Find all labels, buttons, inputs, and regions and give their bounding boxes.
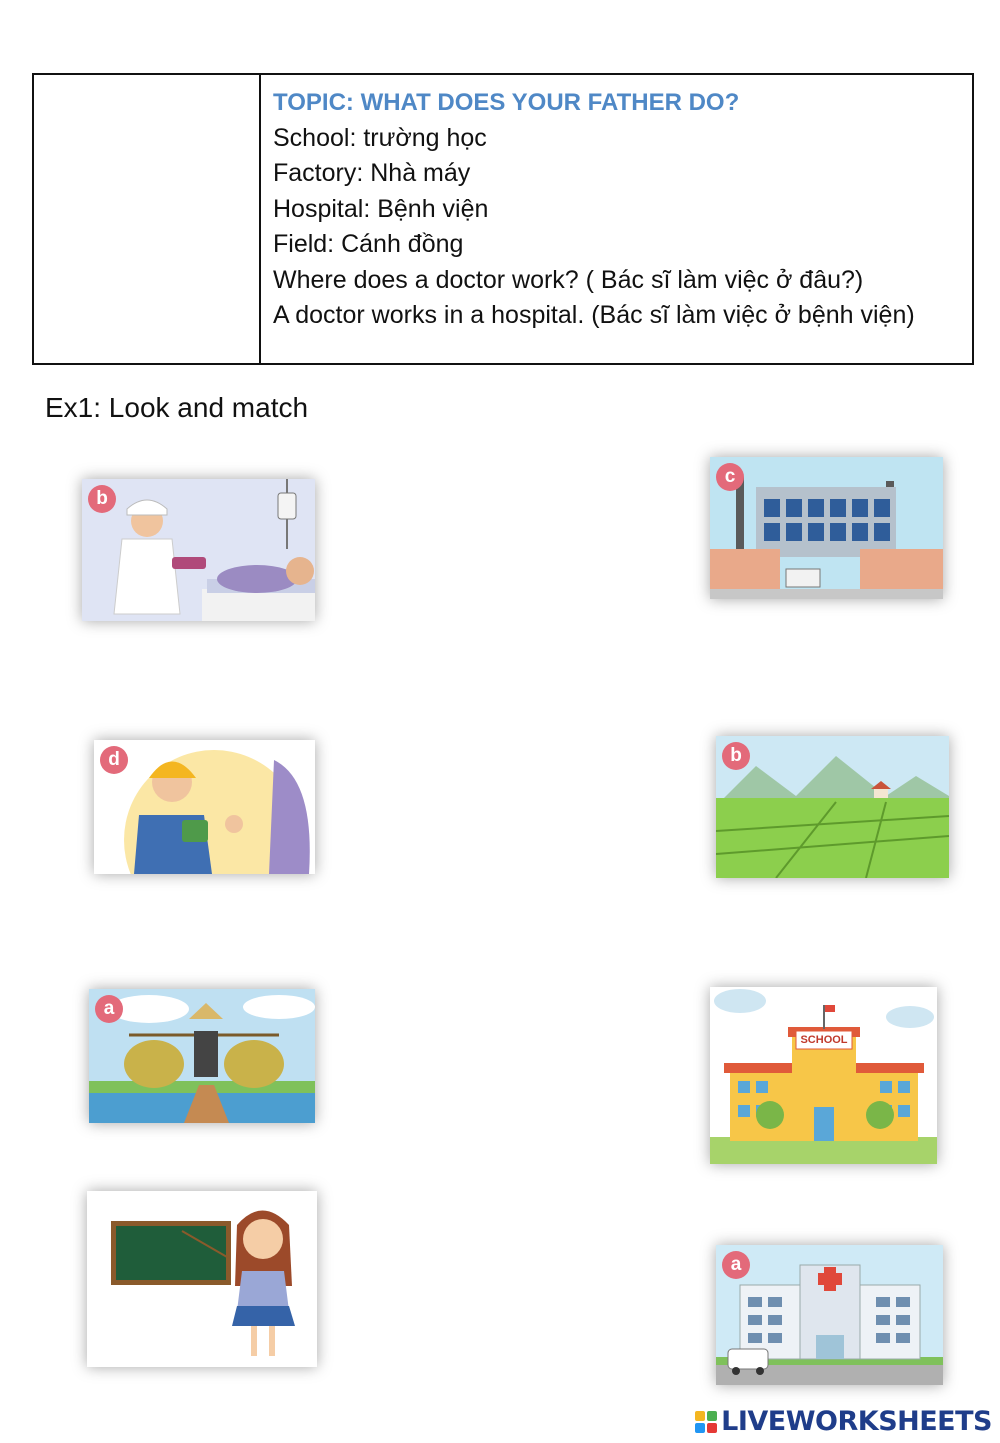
field-image[interactable]	[716, 736, 949, 878]
exercise-title: Ex1: Look and match	[45, 392, 309, 423]
topic-title: TOPIC: WHAT DOES YOUR FATHER DO?	[273, 89, 740, 116]
badge-a: a	[95, 995, 123, 1023]
factory-illustration	[710, 457, 943, 599]
example-answer: A doctor works in a hospital. (Bác sĩ làm việc ở bệnh viện)	[273, 301, 915, 329]
vocab-factory: Factory: Nhà máy	[273, 159, 471, 187]
topic-right-cell	[261, 75, 972, 363]
hospital-illustration	[716, 1245, 943, 1385]
worker-image[interactable]	[94, 740, 315, 874]
badge-d: d	[100, 746, 128, 774]
teacher-image[interactable]	[87, 1191, 317, 1367]
badge-a-hospital: a	[722, 1251, 750, 1279]
vocab-hospital: Hospital: Bệnh viện	[273, 194, 489, 223]
topic-table	[32, 73, 974, 365]
example-question: Where does a doctor work? ( Bác sĩ làm việc ở đâu?)	[273, 265, 864, 294]
school-illustration	[710, 987, 937, 1164]
vocab-field: Field: Cánh đồng	[273, 230, 464, 258]
farmer-image[interactable]	[89, 989, 315, 1123]
nurse-illustration	[82, 479, 315, 621]
logo-text: LIVEWORKSHEETS	[721, 1406, 992, 1437]
nurse-image[interactable]	[82, 479, 315, 621]
field-illustration	[716, 736, 949, 878]
teacher-illustration	[87, 1191, 317, 1367]
school-sign: SCHOOL	[800, 1034, 848, 1046]
hospital-image[interactable]	[716, 1245, 943, 1385]
badge-b-field: b	[722, 742, 750, 770]
factory-image[interactable]	[710, 457, 943, 599]
badge-c: c	[716, 463, 744, 491]
liveworksheets-logo	[695, 1406, 992, 1437]
badge-b: b	[88, 485, 116, 513]
vocab-school: School: trường học	[273, 123, 487, 152]
school-image[interactable]	[710, 987, 937, 1164]
logo-icon	[695, 1411, 717, 1433]
topic-left-cell	[34, 75, 261, 363]
